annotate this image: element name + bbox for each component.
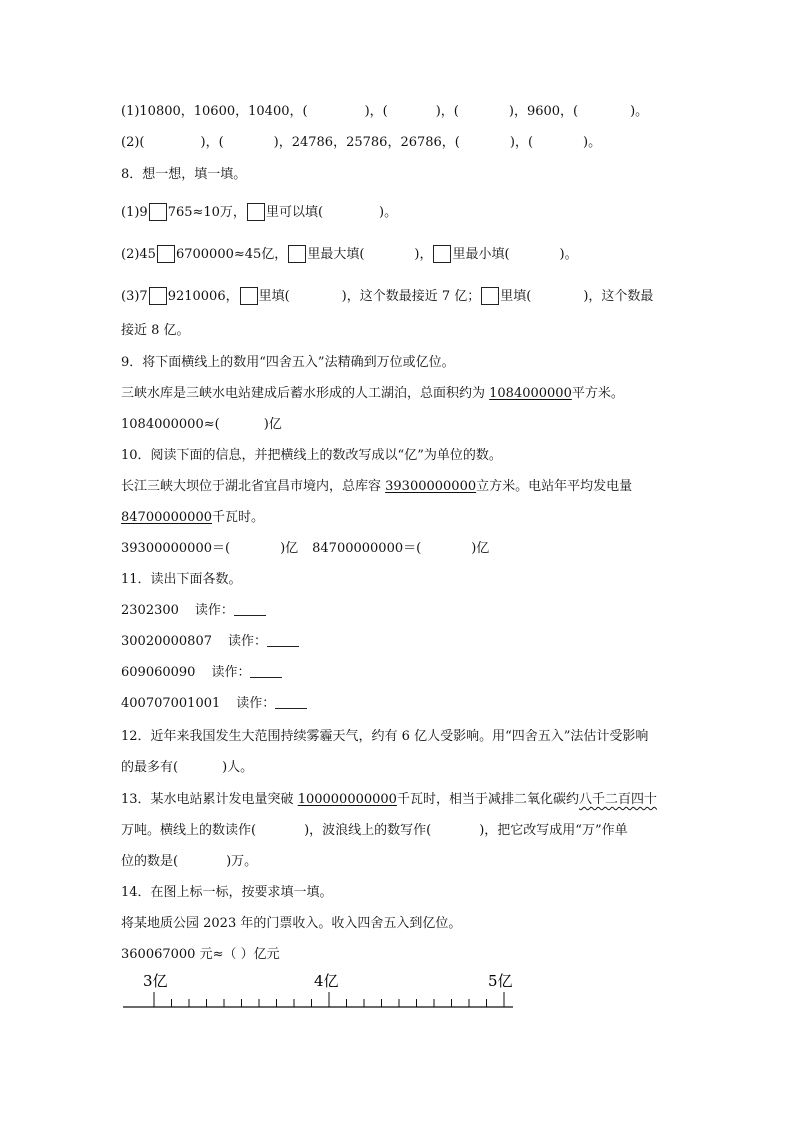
- q11-item: 2302300 读作：: [121, 603, 266, 619]
- q8-part3: (3)7 9210006， 里填( )，这个数最接近 7 亿； 里填( )，这个数最: [121, 289, 654, 304]
- q8-part2: (2)45 6700000≈45亿， 里最大填( )， 里最小填( )。: [121, 247, 578, 262]
- q10-passage-line1: 长江三峡大坝位于湖北省宜昌市境内，总库容 39300000000立方米。电站年平均发电量: [121, 479, 633, 494]
- digit-box[interactable]: [157, 245, 175, 263]
- q13-line1: 13．某水电站累计发电量突破 100000000000千瓦时，相当于减排二氧化碳约八千二百四十: [121, 792, 657, 807]
- q7-line1: (1)10800，10600，10400，( )，( )，( )，9600，( )。: [121, 104, 649, 119]
- q7-line2: (2)( )，( )，24786，25786，26786，( )，( )。: [121, 135, 602, 150]
- q12-line2: 的最多有( )人。: [121, 760, 254, 775]
- digit-box[interactable]: [149, 287, 167, 305]
- digit-box: [240, 287, 258, 305]
- q8-part1: (1)9 765≈10万， 里可以填( )。: [121, 205, 398, 220]
- q9-title: 9．将下面横线上的数用“四舍五入”法精确到万位或亿位。: [121, 355, 455, 370]
- q9-answer: 1084000000≈( )亿: [121, 417, 282, 432]
- q14-answer: 360067000 元≈（ ）亿元: [121, 947, 280, 962]
- q10-answers: 39300000000＝( )亿 84700000000＝( )亿: [121, 541, 490, 556]
- answer-line[interactable]: [250, 665, 282, 678]
- axis-label-4: 4亿: [314, 972, 339, 990]
- q11-item: 609060090 读作：: [121, 665, 282, 681]
- q12-line1: 12．近年来我国发生大范围持续雾霾天气，约有 6 亿人受影响。用“四舍五入”法估计受影响: [121, 729, 649, 744]
- q14-title: 14．在图上标一标，按要求填一填。: [121, 885, 333, 900]
- q11-item: 30020000807 读作：: [121, 634, 299, 650]
- underlined-number: 1084000000: [489, 386, 572, 401]
- digit-box: [247, 203, 265, 221]
- q10-passage-line2: 84700000000千瓦时。: [121, 510, 264, 525]
- q13-line3: 位的数是( )万。: [121, 854, 258, 869]
- answer-line[interactable]: [267, 634, 299, 647]
- underlined-number: 39300000000: [385, 479, 477, 494]
- answer-line[interactable]: [234, 603, 266, 616]
- q9-passage: 三峡水库是三峡水电站建成后蓄水形成的人工湖泊，总面积约为 1084000000平方米。: [121, 386, 624, 401]
- q13-line2: 万吨。横线上的数读作( )，波浪线上的数写作( )，把它改写成用“万”作单: [121, 823, 628, 838]
- digit-box: [288, 245, 306, 263]
- underlined-number: 84700000000: [121, 510, 212, 525]
- q11-title: 11．读出下面各数。: [121, 572, 242, 587]
- answer-line[interactable]: [275, 696, 307, 709]
- axis-label-3: 3亿: [143, 972, 168, 990]
- underlined-number: 100000000000: [297, 792, 397, 807]
- q8-part3-cont: 接近 8 亿。: [121, 323, 190, 338]
- digit-box: [481, 287, 499, 305]
- number-line-ticks: [154, 992, 504, 1007]
- wavy-underlined-text: 八千二百四十: [578, 792, 657, 807]
- q14-description: 将某地质公园 2023 年的门票收入。收入四舍五入到亿位。: [121, 916, 462, 931]
- digit-box: [433, 245, 451, 263]
- q8-title: 8．想一想，填一填。: [121, 167, 247, 182]
- axis-label-5: 5亿: [488, 972, 513, 990]
- digit-box[interactable]: [149, 203, 167, 221]
- number-line[interactable]: [118, 964, 518, 1014]
- q11-item: 400707001001 读作：: [121, 696, 307, 712]
- q10-title: 10．阅读下面的信息，并把横线上的数改写成以“亿”为单位的数。: [121, 448, 502, 463]
